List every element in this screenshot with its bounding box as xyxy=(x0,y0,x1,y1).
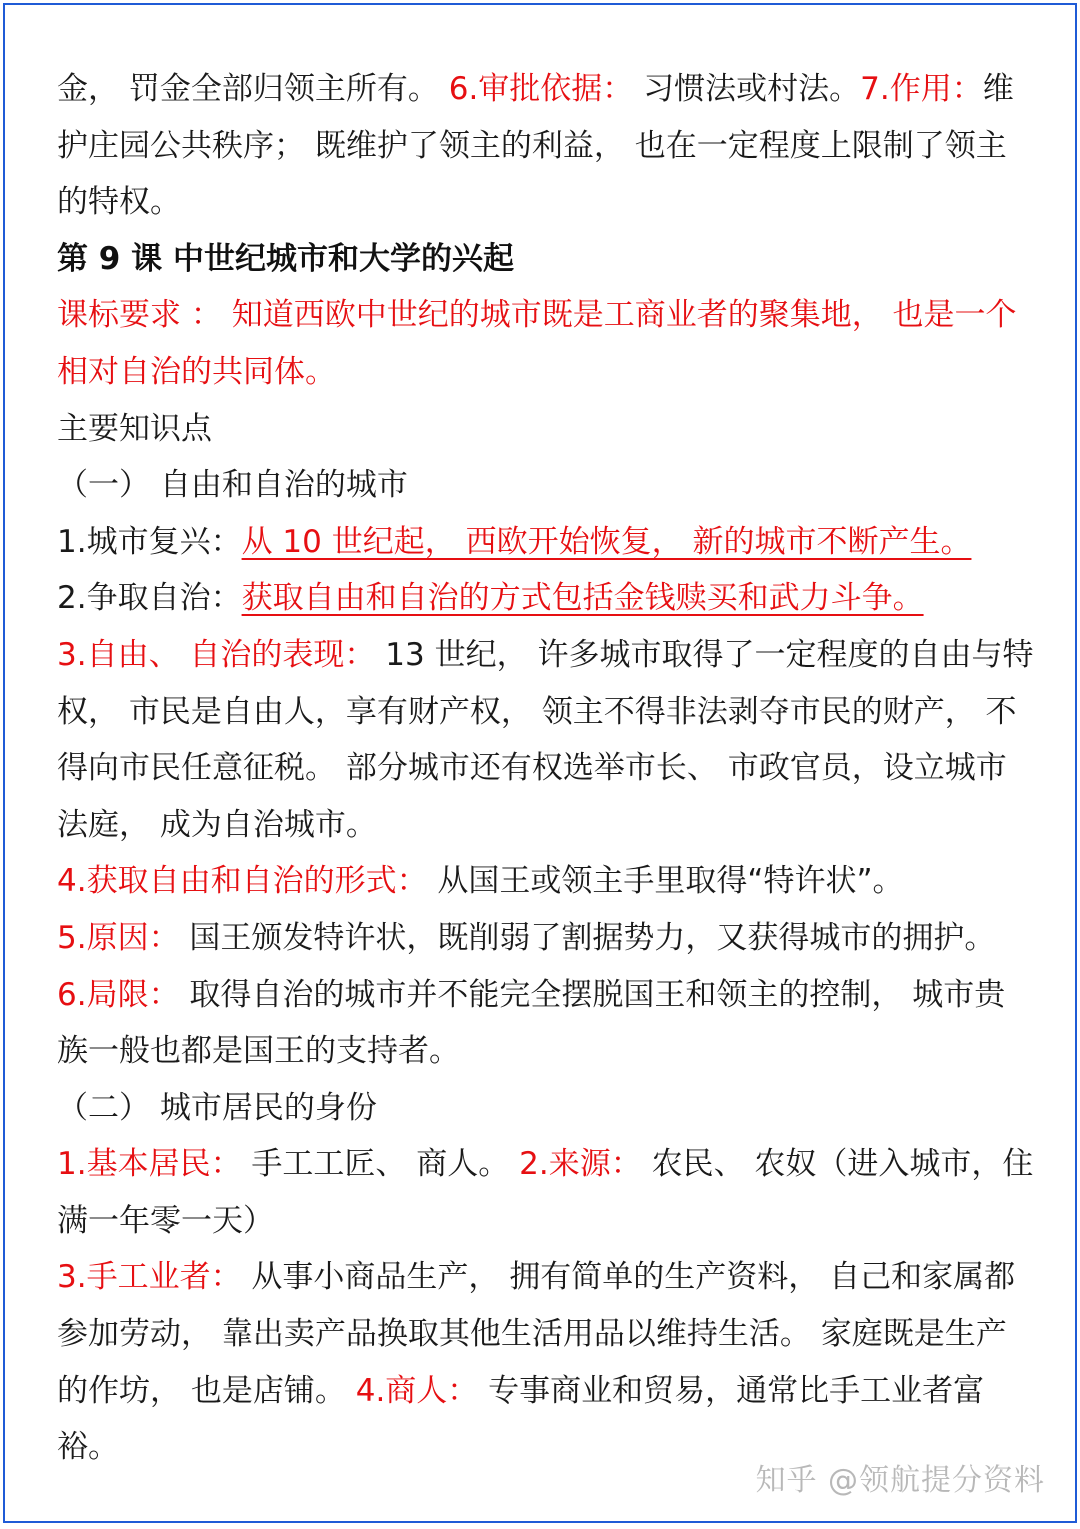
item-label: 1.城市复兴： xyxy=(57,523,242,560)
heading-function: 7.作用： xyxy=(860,71,983,107)
item-label: 3.自由、 自治的表现： xyxy=(57,636,376,673)
item-text: 手工工匠、 商人。 xyxy=(241,1146,520,1183)
item-label: 2.来源： xyxy=(519,1146,642,1183)
item-text: 从事小商品生产， 拥有简单的生产资料， 自己和家属都参加劳动， 靠出卖产品换取其他生活用品以维持生活。 家庭既是生产的作坊， 也是店铺。 xyxy=(57,1259,1016,1409)
item-basic-residents xyxy=(57,1136,1035,1249)
paragraph-text: 习惯法或村法。 xyxy=(633,71,861,107)
item-autonomy-manifestation xyxy=(57,627,1035,853)
paragraph-manor-court xyxy=(57,61,1035,231)
knowledge-heading: 主要知识点 xyxy=(57,410,212,447)
item-limitation xyxy=(57,967,1035,1080)
document-page xyxy=(3,3,1077,1523)
curriculum-requirement: 课标要求 ： 知道西欧中世纪的城市既是工商业者的聚集地， 也是一个相对自治的共同体。 xyxy=(57,297,1017,390)
item-text-underlined: 获取自由和自治的方式包括金钱赎买和武力斗争。 xyxy=(241,580,924,617)
item-city-revival xyxy=(57,514,1035,571)
document-body xyxy=(57,61,1035,1476)
section-title-residents: （二） 城市居民的身份 xyxy=(57,1089,377,1126)
item-reason xyxy=(57,910,1035,967)
item-label: 2.争取自治： xyxy=(57,580,242,617)
item-label: 4.获取自由和自治的形式： xyxy=(57,863,428,900)
item-text: 专事商业和贸易，通常比手工业者富裕。 xyxy=(57,1372,985,1466)
item-text: 取得自治的城市并不能完全摆脱国王和领主的控制， 城市贵族一般也都是国王的支持者。 xyxy=(57,976,1006,1070)
paragraph-text: 金， 罚金全部归领主所有。 xyxy=(57,71,449,107)
item-label: 5.原因： xyxy=(57,919,180,956)
item-label: 1.基本居民： xyxy=(57,1146,242,1183)
heading-approval-basis: 6.审批依据： xyxy=(448,71,634,107)
item-craftsmen-merchants xyxy=(57,1249,1035,1475)
item-label: 4.商人： xyxy=(355,1372,479,1409)
item-text-underlined: 从 10 世纪起， 西欧开始恢复， 新的城市不断产生。 xyxy=(241,523,972,560)
item-autonomy-form xyxy=(57,853,1035,910)
zhihu-watermark: 知乎 @领航提分资料 xyxy=(755,1463,1045,1498)
item-text: 国王颁发特许状，既削弱了割据势力，又获得城市的拥护。 xyxy=(179,919,996,956)
item-text: 农民、 农奴（进入城市，住满一年零一天） xyxy=(57,1146,1034,1239)
item-text: 从国王或领主手里取得“特许状”。 xyxy=(427,863,904,900)
item-label: 3.手工业者： xyxy=(57,1259,242,1296)
item-text: 13 世纪， 许多城市取得了一定程度的自由与特权， 市民是自由人，享有财产权， 领主不得非法剥夺市民的财产， 不得向市民任意征税。 部分城市还有权选举市长、 市政官员，设立城市法庭， 成为自治城市。 xyxy=(57,636,1034,843)
paragraph-text: 维护庄园公共秩序； 既维护了领主的利益， 也在一定程度上限制了领主的特权。 xyxy=(57,71,1014,221)
lesson-title: 第 9 课 中世纪城市和大学的兴起 xyxy=(57,240,514,277)
item-label: 6.局限： xyxy=(57,976,180,1013)
item-strive-autonomy xyxy=(57,570,1035,627)
section-title-free-cities: （一） 自由和自治的城市 xyxy=(57,467,408,504)
